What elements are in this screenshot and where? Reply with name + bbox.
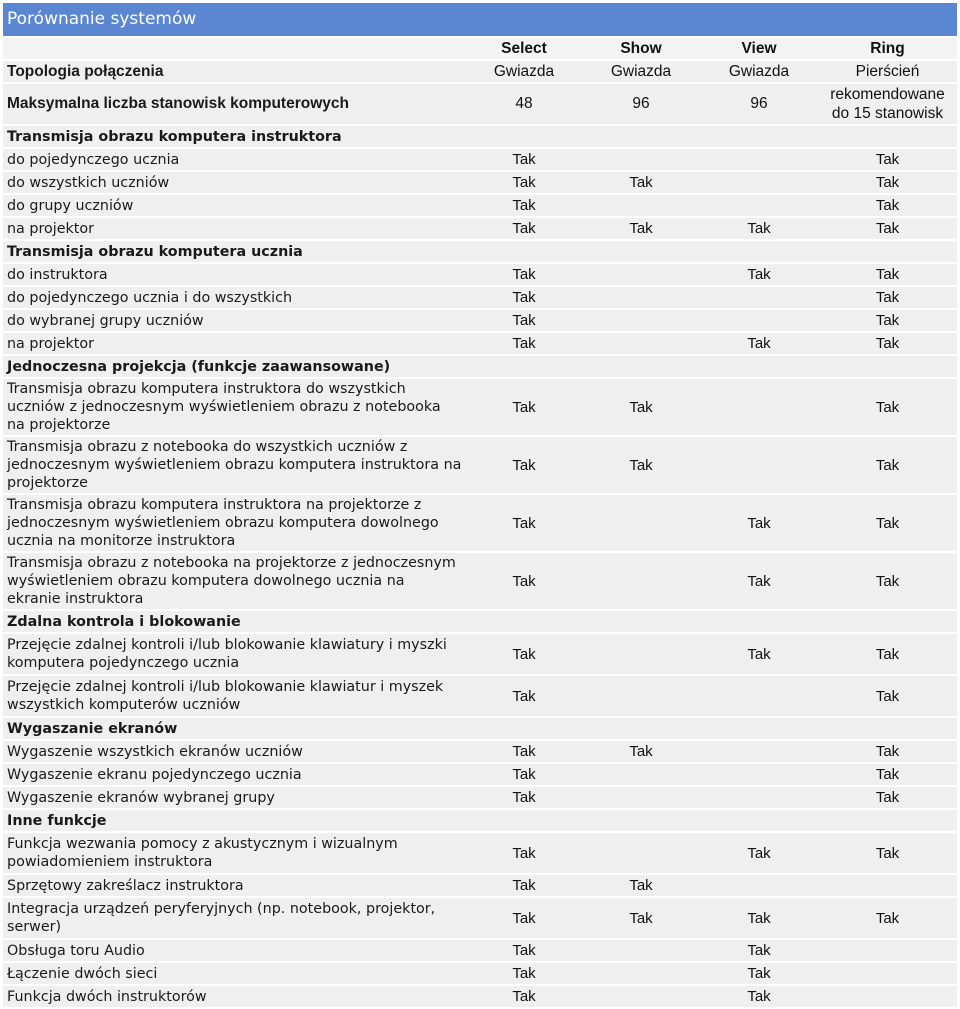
cell-ring bbox=[818, 126, 957, 147]
table-row bbox=[3, 833, 957, 873]
cell-ring: Pierścień bbox=[818, 61, 957, 82]
cell-view bbox=[700, 741, 818, 762]
feature-label: Obsługa toru Audio bbox=[3, 940, 466, 961]
section-heading: Zdalna kontrola i blokowanie bbox=[3, 611, 466, 632]
cell-show bbox=[582, 718, 700, 739]
cell-select: Tak bbox=[466, 264, 582, 285]
feature-label: do wybranej grupy uczniów bbox=[3, 310, 466, 331]
section-row bbox=[3, 810, 957, 831]
table-row bbox=[3, 84, 957, 124]
cell-view: Tak bbox=[700, 495, 818, 551]
cell-select: Tak bbox=[466, 986, 582, 1007]
cell-select: Tak bbox=[466, 875, 582, 896]
cell-ring: Tak bbox=[818, 787, 957, 808]
table-row bbox=[3, 963, 957, 984]
cell-show bbox=[582, 833, 700, 873]
table-row bbox=[3, 634, 957, 674]
cell-select: Tak bbox=[466, 963, 582, 984]
comparison-table-body bbox=[3, 38, 957, 1007]
table-row bbox=[3, 940, 957, 961]
section-heading: Transmisja obrazu komputera ucznia bbox=[3, 241, 466, 262]
cell-ring: Tak bbox=[818, 333, 957, 354]
cell-show bbox=[582, 634, 700, 674]
cell-ring: Tak bbox=[818, 833, 957, 873]
cell-show: Tak bbox=[582, 218, 700, 239]
cell-show bbox=[582, 126, 700, 147]
feature-label: Maksymalna liczba stanowisk komputerowych bbox=[3, 84, 466, 124]
cell-view bbox=[700, 787, 818, 808]
cell-ring: Tak bbox=[818, 287, 957, 308]
table-row bbox=[3, 287, 957, 308]
cell-view bbox=[700, 611, 818, 632]
cell-view bbox=[700, 126, 818, 147]
feature-label: na projektor bbox=[3, 333, 466, 354]
table-row bbox=[3, 787, 957, 808]
section-row bbox=[3, 718, 957, 739]
feature-label: do wszystkich uczniów bbox=[3, 172, 466, 193]
cell-ring: Tak bbox=[818, 898, 957, 938]
cell-ring bbox=[818, 718, 957, 739]
section-row bbox=[3, 611, 957, 632]
feature-label: do pojedynczego ucznia bbox=[3, 149, 466, 170]
table-row bbox=[3, 149, 957, 170]
cell-select: Tak bbox=[466, 287, 582, 308]
column-header-view: View bbox=[700, 38, 818, 59]
feature-label: Przejęcie zdalnej kontroli i/lub blokowanie klawiatur i myszek wszystkich komputerów uczniów bbox=[3, 676, 466, 716]
cell-ring: rekomendowane do 15 stanowisk bbox=[818, 84, 957, 124]
cell-select: Gwiazda bbox=[466, 61, 582, 82]
section-row bbox=[3, 126, 957, 147]
table-row bbox=[3, 875, 957, 896]
cell-select: Tak bbox=[466, 310, 582, 331]
table-row bbox=[3, 61, 957, 82]
cell-show bbox=[582, 495, 700, 551]
feature-label: do instruktora bbox=[3, 264, 466, 285]
feature-label: do pojedynczego ucznia i do wszystkich bbox=[3, 287, 466, 308]
cell-select: Tak bbox=[466, 741, 582, 762]
section-row bbox=[3, 241, 957, 262]
table-row bbox=[3, 172, 957, 193]
page-title: Porównanie systemów bbox=[3, 3, 957, 36]
section-row bbox=[3, 356, 957, 377]
section-heading: Inne funkcje bbox=[3, 810, 466, 831]
section-heading: Jednoczesna projekcja (funkcje zaawansowane) bbox=[3, 356, 466, 377]
cell-view bbox=[700, 310, 818, 331]
cell-show bbox=[582, 310, 700, 331]
feature-label: Wygaszenie wszystkich ekranów uczniów bbox=[3, 741, 466, 762]
cell-select: Tak bbox=[466, 634, 582, 674]
cell-view: Gwiazda bbox=[700, 61, 818, 82]
cell-view: Tak bbox=[700, 553, 818, 609]
cell-view bbox=[700, 875, 818, 896]
cell-view: Tak bbox=[700, 986, 818, 1007]
section-heading: Wygaszanie ekranów bbox=[3, 718, 466, 739]
cell-select: Tak bbox=[466, 676, 582, 716]
cell-select bbox=[466, 810, 582, 831]
cell-select: Tak bbox=[466, 553, 582, 609]
cell-ring bbox=[818, 611, 957, 632]
cell-show bbox=[582, 287, 700, 308]
table-row bbox=[3, 218, 957, 239]
cell-ring bbox=[818, 963, 957, 984]
cell-view bbox=[700, 437, 818, 493]
cell-show bbox=[582, 195, 700, 216]
cell-select: Tak bbox=[466, 898, 582, 938]
cell-ring: Tak bbox=[818, 764, 957, 785]
feature-label: na projektor bbox=[3, 218, 466, 239]
cell-view bbox=[700, 356, 818, 377]
cell-ring: Tak bbox=[818, 676, 957, 716]
table-row bbox=[3, 898, 957, 938]
table-row bbox=[3, 553, 957, 609]
cell-ring: Tak bbox=[818, 195, 957, 216]
cell-view bbox=[700, 195, 818, 216]
feature-label: Transmisja obrazu z notebooka na projektorze z jednoczesnym wyświetleniem obrazu komputera dowolnego ucznia na ekranie instruktora bbox=[3, 553, 466, 609]
cell-view: Tak bbox=[700, 634, 818, 674]
table-row bbox=[3, 495, 957, 551]
cell-view: Tak bbox=[700, 333, 818, 354]
table-row bbox=[3, 195, 957, 216]
feature-label: Transmisja obrazu komputera instruktora do wszystkich uczniów z jednoczesnym wyświetleniem obrazu z notebooka na projektorze bbox=[3, 379, 466, 435]
comparison-panel bbox=[3, 3, 957, 1009]
feature-label: Wygaszenie ekranu pojedynczego ucznia bbox=[3, 764, 466, 785]
cell-show bbox=[582, 241, 700, 262]
cell-show bbox=[582, 149, 700, 170]
cell-view bbox=[700, 718, 818, 739]
comparison-table bbox=[3, 36, 957, 1009]
cell-ring: Tak bbox=[818, 172, 957, 193]
cell-ring: Tak bbox=[818, 634, 957, 674]
cell-view bbox=[700, 379, 818, 435]
feature-label: Transmisja obrazu z notebooka do wszystkich uczniów z jednoczesnym wyświetleniem obrazu komputera instruktora na projektorze bbox=[3, 437, 466, 493]
cell-show bbox=[582, 356, 700, 377]
cell-ring: Tak bbox=[818, 264, 957, 285]
cell-show: Tak bbox=[582, 898, 700, 938]
cell-select: Tak bbox=[466, 437, 582, 493]
cell-select: Tak bbox=[466, 195, 582, 216]
feature-label: Integracja urządzeń peryferyjnych (np. notebook, projektor, serwer) bbox=[3, 898, 466, 938]
feature-label: do grupy uczniów bbox=[3, 195, 466, 216]
cell-show bbox=[582, 810, 700, 831]
cell-ring: Tak bbox=[818, 149, 957, 170]
cell-select bbox=[466, 126, 582, 147]
cell-ring: Tak bbox=[818, 379, 957, 435]
cell-select: Tak bbox=[466, 833, 582, 873]
cell-show: Tak bbox=[582, 172, 700, 193]
cell-select: Tak bbox=[466, 764, 582, 785]
cell-view bbox=[700, 241, 818, 262]
cell-select: Tak bbox=[466, 172, 582, 193]
cell-show bbox=[582, 611, 700, 632]
feature-label: Funkcja dwóch instruktorów bbox=[3, 986, 466, 1007]
table-row bbox=[3, 379, 957, 435]
cell-view: Tak bbox=[700, 963, 818, 984]
column-header-select: Select bbox=[466, 38, 582, 59]
cell-ring bbox=[818, 241, 957, 262]
cell-ring: Tak bbox=[818, 741, 957, 762]
cell-select: Tak bbox=[466, 940, 582, 961]
cell-show bbox=[582, 787, 700, 808]
cell-view bbox=[700, 764, 818, 785]
cell-ring: Tak bbox=[818, 553, 957, 609]
cell-view: Tak bbox=[700, 218, 818, 239]
column-header-ring: Ring bbox=[818, 38, 957, 59]
cell-select bbox=[466, 241, 582, 262]
cell-select: Tak bbox=[466, 333, 582, 354]
table-row bbox=[3, 310, 957, 331]
cell-select: 48 bbox=[466, 84, 582, 124]
table-row bbox=[3, 264, 957, 285]
feature-label: Przejęcie zdalnej kontroli i/lub blokowanie klawiatury i myszki komputera pojedynczego ucznia bbox=[3, 634, 466, 674]
cell-show: Tak bbox=[582, 875, 700, 896]
cell-show bbox=[582, 676, 700, 716]
table-row bbox=[3, 764, 957, 785]
cell-view: Tak bbox=[700, 833, 818, 873]
feature-label: Transmisja obrazu komputera instruktora na projektorze z jednoczesnym wyświetleniem obrazu komputera dowolnego ucznia na monitorze instruktora bbox=[3, 495, 466, 551]
cell-ring: Tak bbox=[818, 437, 957, 493]
feature-label: Łączenie dwóch sieci bbox=[3, 963, 466, 984]
cell-view: 96 bbox=[700, 84, 818, 124]
cell-show: 96 bbox=[582, 84, 700, 124]
cell-show: Gwiazda bbox=[582, 61, 700, 82]
section-heading: Transmisja obrazu komputera instruktora bbox=[3, 126, 466, 147]
cell-view bbox=[700, 676, 818, 716]
cell-show bbox=[582, 963, 700, 984]
table-row bbox=[3, 741, 957, 762]
cell-ring: Tak bbox=[818, 310, 957, 331]
cell-ring bbox=[818, 356, 957, 377]
cell-show bbox=[582, 940, 700, 961]
feature-label: Sprzętowy zakreślacz instruktora bbox=[3, 875, 466, 896]
cell-select: Tak bbox=[466, 149, 582, 170]
cell-select: Tak bbox=[466, 495, 582, 551]
feature-label: Funkcja wezwania pomocy z akustycznym i wizualnym powiadomieniem instruktora bbox=[3, 833, 466, 873]
table-row bbox=[3, 437, 957, 493]
cell-show bbox=[582, 553, 700, 609]
cell-view: Tak bbox=[700, 264, 818, 285]
cell-select bbox=[466, 611, 582, 632]
cell-view bbox=[700, 149, 818, 170]
cell-select bbox=[466, 718, 582, 739]
cell-show: Tak bbox=[582, 741, 700, 762]
table-header-row bbox=[3, 38, 957, 59]
feature-label: Topologia połączenia bbox=[3, 61, 466, 82]
cell-select: Tak bbox=[466, 218, 582, 239]
cell-ring bbox=[818, 940, 957, 961]
cell-view: Tak bbox=[700, 898, 818, 938]
cell-select: Tak bbox=[466, 787, 582, 808]
cell-select bbox=[466, 356, 582, 377]
cell-ring bbox=[818, 875, 957, 896]
cell-view: Tak bbox=[700, 940, 818, 961]
cell-show: Tak bbox=[582, 437, 700, 493]
cell-show bbox=[582, 764, 700, 785]
cell-show: Tak bbox=[582, 379, 700, 435]
cell-view bbox=[700, 810, 818, 831]
header-empty-cell bbox=[3, 38, 466, 59]
cell-select: Tak bbox=[466, 379, 582, 435]
column-header-show: Show bbox=[582, 38, 700, 59]
table-row bbox=[3, 676, 957, 716]
cell-ring: Tak bbox=[818, 218, 957, 239]
cell-show bbox=[582, 264, 700, 285]
cell-ring: Tak bbox=[818, 495, 957, 551]
cell-ring bbox=[818, 810, 957, 831]
feature-label: Wygaszenie ekranów wybranej grupy bbox=[3, 787, 466, 808]
cell-show bbox=[582, 333, 700, 354]
cell-view bbox=[700, 287, 818, 308]
table-row bbox=[3, 333, 957, 354]
cell-view bbox=[700, 172, 818, 193]
